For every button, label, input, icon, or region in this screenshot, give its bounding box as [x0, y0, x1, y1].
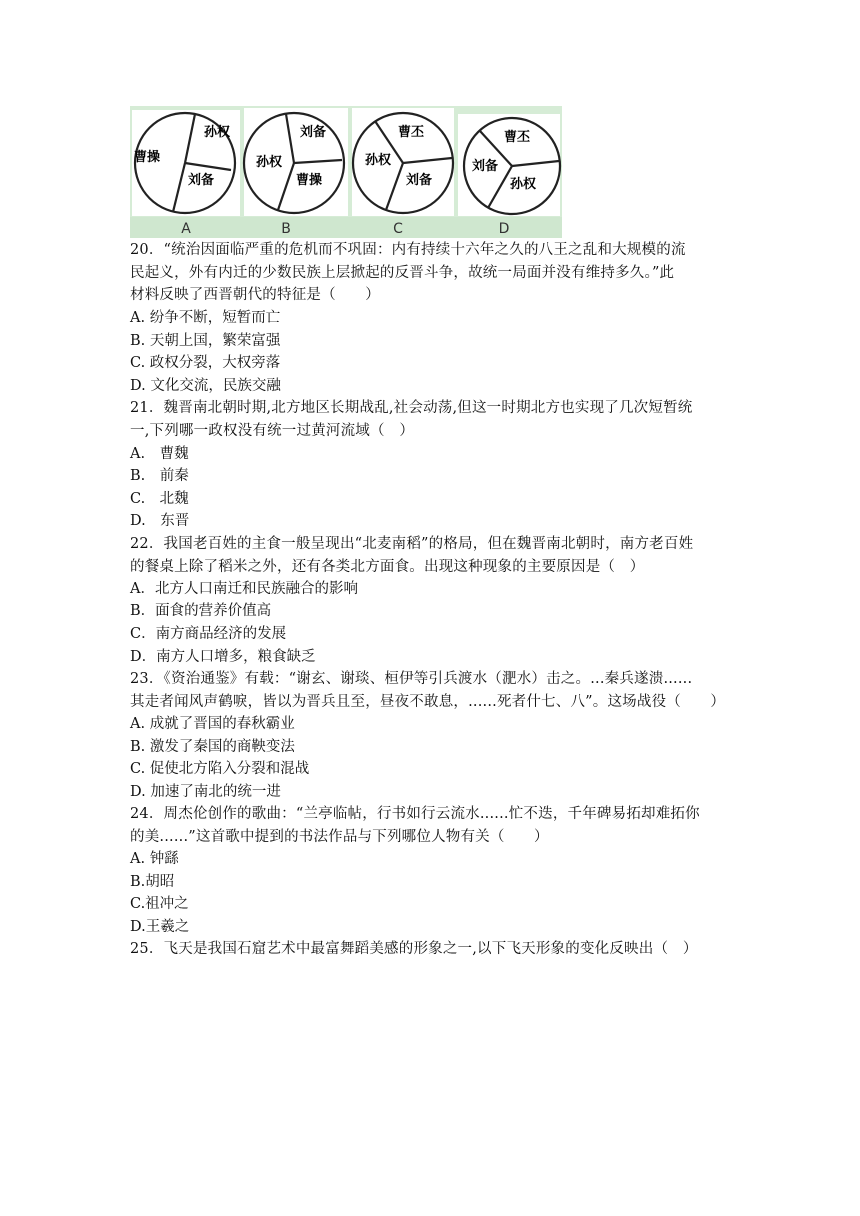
question-22	[130, 533, 730, 578]
question-line: 材料反映了西晋朝代的特征是（ ）	[130, 287, 380, 303]
question-line: 21．魏晋南北朝时期,北方地区长期战乱,社会动荡,但这一时期北方也实现了几次短暂统	[130, 400, 693, 416]
q22-option-b: B．面食的营养价值高	[130, 603, 272, 619]
q20-option-c: C. 政权分裂，大权旁落	[130, 355, 281, 371]
question-line: 20．“统治因面临严重的危机而不巩固：内有持续十六年之久的八王之乱和大规模的流	[130, 242, 686, 258]
q24-option-c: C.祖冲之	[130, 896, 189, 912]
q22-option-d: D．南方人口增多，粮食缺乏	[130, 649, 316, 665]
pie-c-letter: C	[393, 221, 403, 237]
pie-b-letter: B	[281, 221, 291, 237]
pie-d-letter: D	[498, 221, 510, 237]
pie-d-sector-1: 曹丕	[504, 130, 531, 145]
q22-option-c: C．南方商品经济的发展	[130, 626, 287, 642]
question-21	[130, 397, 730, 442]
q22-option-a: A．北方人口南迁和民族融合的影响	[130, 581, 358, 597]
question-line: 23．《资治通鉴》有载：“谢玄、谢琰、桓伊等引兵渡水（淝水）击之。...秦兵遂溃......	[130, 671, 693, 687]
q23-option-d: D. 加速了南北的统一进	[130, 784, 281, 800]
pie-d-sector-3: 孙权	[510, 177, 537, 192]
question-23	[130, 668, 730, 713]
pie-options-svg	[130, 106, 562, 238]
q21-option-c: C. 北魏	[130, 491, 189, 507]
question-24	[130, 803, 730, 848]
question-line: 25．飞天是我国石窟艺术中最富舞蹈美感的形象之一,以下飞天形象的变化反映出（ ）	[130, 941, 698, 957]
pie-a-sector-3: 刘备	[188, 173, 215, 188]
question-line: 的美......”这首歌中提到的书法作品与下列哪位人物有关（ ）	[130, 828, 549, 845]
pie-b-sector-3: 曹操	[296, 173, 323, 188]
q20-option-d: D. 文化交流，民族交融	[130, 378, 281, 394]
question-line: 民起义，外有内迁的少数民族上层掀起的反晋斗争，故统一局面并没有维持多久。”此	[130, 264, 675, 281]
pie-b-sector-2: 孙权	[256, 155, 283, 170]
q23-option-b: B. 激发了秦国的商鞅变法	[130, 739, 295, 755]
q24-option-d: D.王羲之	[130, 919, 190, 935]
question-line: 的餐桌上除了稻米之外，还有各类北方面食。出现这种现象的主要原因是（ ）	[130, 558, 645, 575]
question-line: 22．我国老百姓的主食一般呈现出“北麦南稻”的格局，但在魏晋南北朝时，南方老百姓	[130, 536, 694, 552]
pie-options-figure	[130, 106, 562, 238]
pie-a-sector-2: 曹操	[134, 150, 161, 165]
q21-option-d: D. 东晋	[130, 513, 190, 529]
pie-c-sector-3: 刘备	[406, 173, 433, 188]
pie-a-letter: A	[181, 221, 191, 237]
question-20	[130, 239, 730, 307]
question-line: 其走者闻风声鹤唳，皆以为晋兵且至，昼夜不敢息，......死者什七、八”。这场战役（ ）	[130, 693, 726, 710]
pie-b-sector-1: 刘备	[300, 125, 327, 140]
question-line: 一,下列哪一政权没有统一过黄河流域（ ）	[130, 422, 415, 439]
pie-c-sector-1: 曹丕	[398, 125, 425, 140]
q23-option-c: C. 促使北方陷入分裂和混战	[130, 761, 310, 777]
q21-option-b: B. 前秦	[130, 468, 189, 484]
question-line: 24．周杰伦创作的歌曲：“兰亭临帖，行书如行云流水......忙不迭，千年碑易拓却难拓你	[130, 806, 700, 822]
q20-option-a: A. 纷争不断，短暂而亡	[130, 310, 281, 326]
q20-option-b: B. 天朝上国，繁荣富强	[130, 333, 281, 349]
pie-a-sector-1: 孙权	[204, 125, 231, 140]
q24-option-a: A. 钟繇	[130, 851, 179, 867]
question-25	[130, 938, 730, 961]
q21-option-a: A. 曹魏	[130, 446, 189, 462]
q23-option-a: A. 成就了晋国的春秋霸业	[130, 716, 295, 732]
pie-d-sector-2: 刘备	[472, 159, 499, 174]
q24-option-b: B.胡昭	[130, 874, 175, 890]
pie-c-sector-2: 孙权	[365, 153, 392, 168]
